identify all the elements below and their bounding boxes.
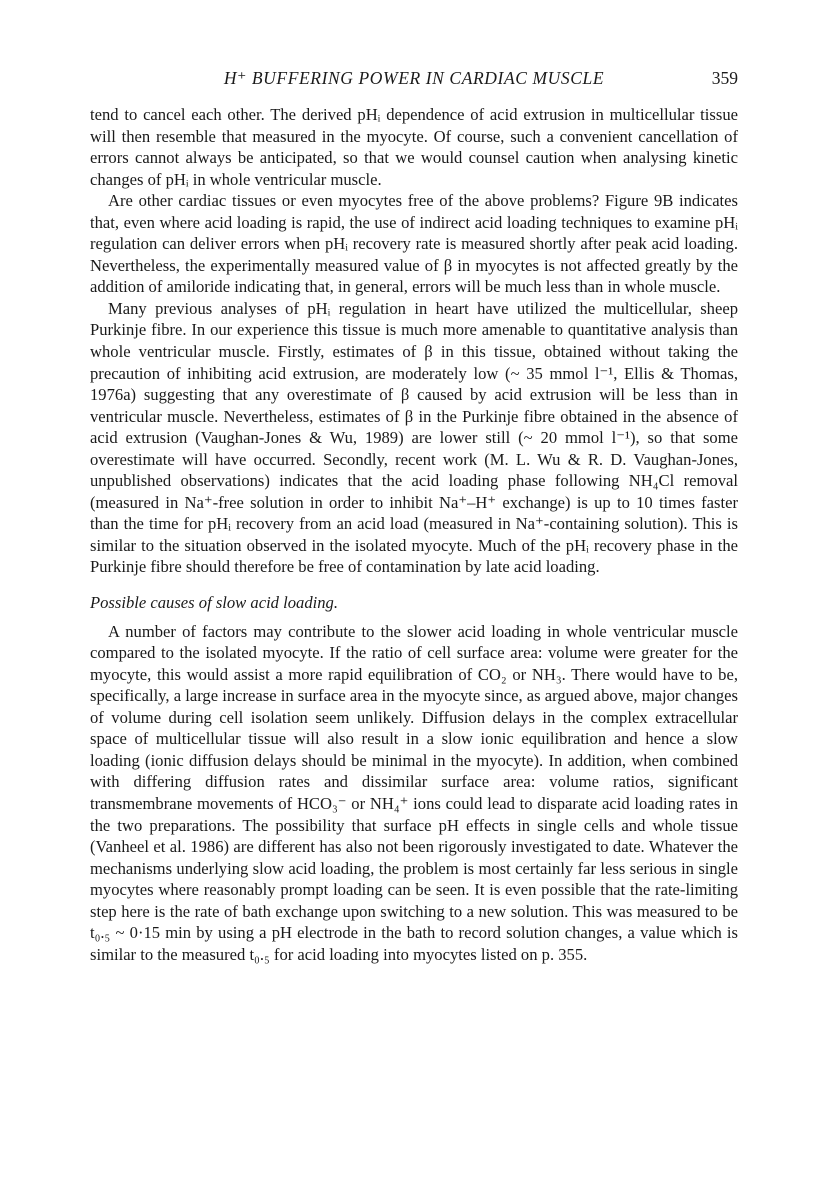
running-title: H⁺ BUFFERING POWER IN CARDIAC MUSCLE [223,68,605,88]
page-number: 359 [711,68,738,88]
paragraph-1: tend to cancel each other. The derived pHᵢ dependence of acid extrusion in multicellular tissue will then resemble that measured in the myocyte. Of course, such a convenient cancellation of errors cannot always be anticipated, so that we would counsel caution when analysing kinetic changes of pHᵢ in whole ventricular muscle. [90,105,738,189]
paragraph-3: Many previous analyses of pHᵢ regulation in heart have utilized the multicellular, sheep Purkinje fibre. In our experience this tissue is much more amenable to quantitative analysis than whole ventricular muscle. Firstly, estimates of β in this tissue, obtained without taking the precaution of inhibiting acid extrusion, are moderately low (~ 35 mmol l⁻¹, Ellis & Thomas, 1976a) suggesting that any overestimate of β caused by acid extrusion will be less than in ventricular muscle. Nevertheless, estimates of β in the Purkinje fibre obtained in the absence of acid extrusion (Vaughan-Jones & Wu, 1989) are lower still (~ 20 mmol l⁻¹), so that some overestimate will have occurred. Secondly, recent work (M. L. Wu & R. D. Vaughan-Jones, unpublished observations) indicates that the acid loading phase following NH₄Cl removal (measured in Na⁺-free solution in order to inhibit Na⁺–H⁺ exchange) is up to 10 times faster than the time for pHᵢ recovery from an acid load (measured in Na⁺-containing solution). This is similar to the situation observed in the isolated myocyte. Much of the pHᵢ recovery phase in the Purkinje fibre should therefore be free of contamination by late acid loading. [90,298,738,577]
section-heading: Possible causes of slow acid loading. [90,593,338,613]
running-header [90,68,738,96]
paragraph-2: Are other cardiac tissues or even myocytes free of the above problems? Figure 9B indicates that, even where acid loading is rapid, the use of indirect acid loading techniques to examine pHᵢ regulation can deliver errors when pHᵢ recovery rate is measured shortly after peak acid loading. Nevertheless, the experimentally measured value of β in myocytes is not affected greatly by the addition of amiloride indicating that, in general, errors will be much less than in whole muscle. [90,191,738,297]
article-body [90,104,738,965]
paragraph-4: A number of factors may contribute to the slower acid loading in whole ventricular muscle compared to the isolated myocyte. If the ratio of cell surface area: volume were greater for the myocyte, this would assist a more rapid equilibration of CO₂ or NH₃. There would have to be, specifically, a large increase in surface area in the myocyte since, as argued above, major changes of volume during cell isolation seem unlikely. Diffusion delays in the complex extracellular space of multicellular tissue will also result in a slow ionic equilibration and hence a slow loading (ionic diffusion delays should be minimal in the myocyte). In addition, when combined with differing diffusion rates and dissimilar surface area: volume ratios, significant transmembrane movements of HCO₃⁻ or NH₄⁺ ions could lead to disparate acid loading rates in the two preparations. The possibility that surface pH effects in single cells and whole tissue (Vanheel et al. 1986) are different has also not been rigorously investigated to date. Whatever the mechanisms underlying slow acid loading, the problem is most certainly far less serious in single myocytes where reasonably prompt loading can be seen. It is even possible that the rate-limiting step here is the rate of bath exchange upon switching to a new solution. This was measured to be t₀.₅ ~ 0·15 min by using a pH electrode in the bath to record solution changes, a value which is similar to the measured t₀.₅ for acid loading into myocytes listed on p. 355. [90,621,738,964]
